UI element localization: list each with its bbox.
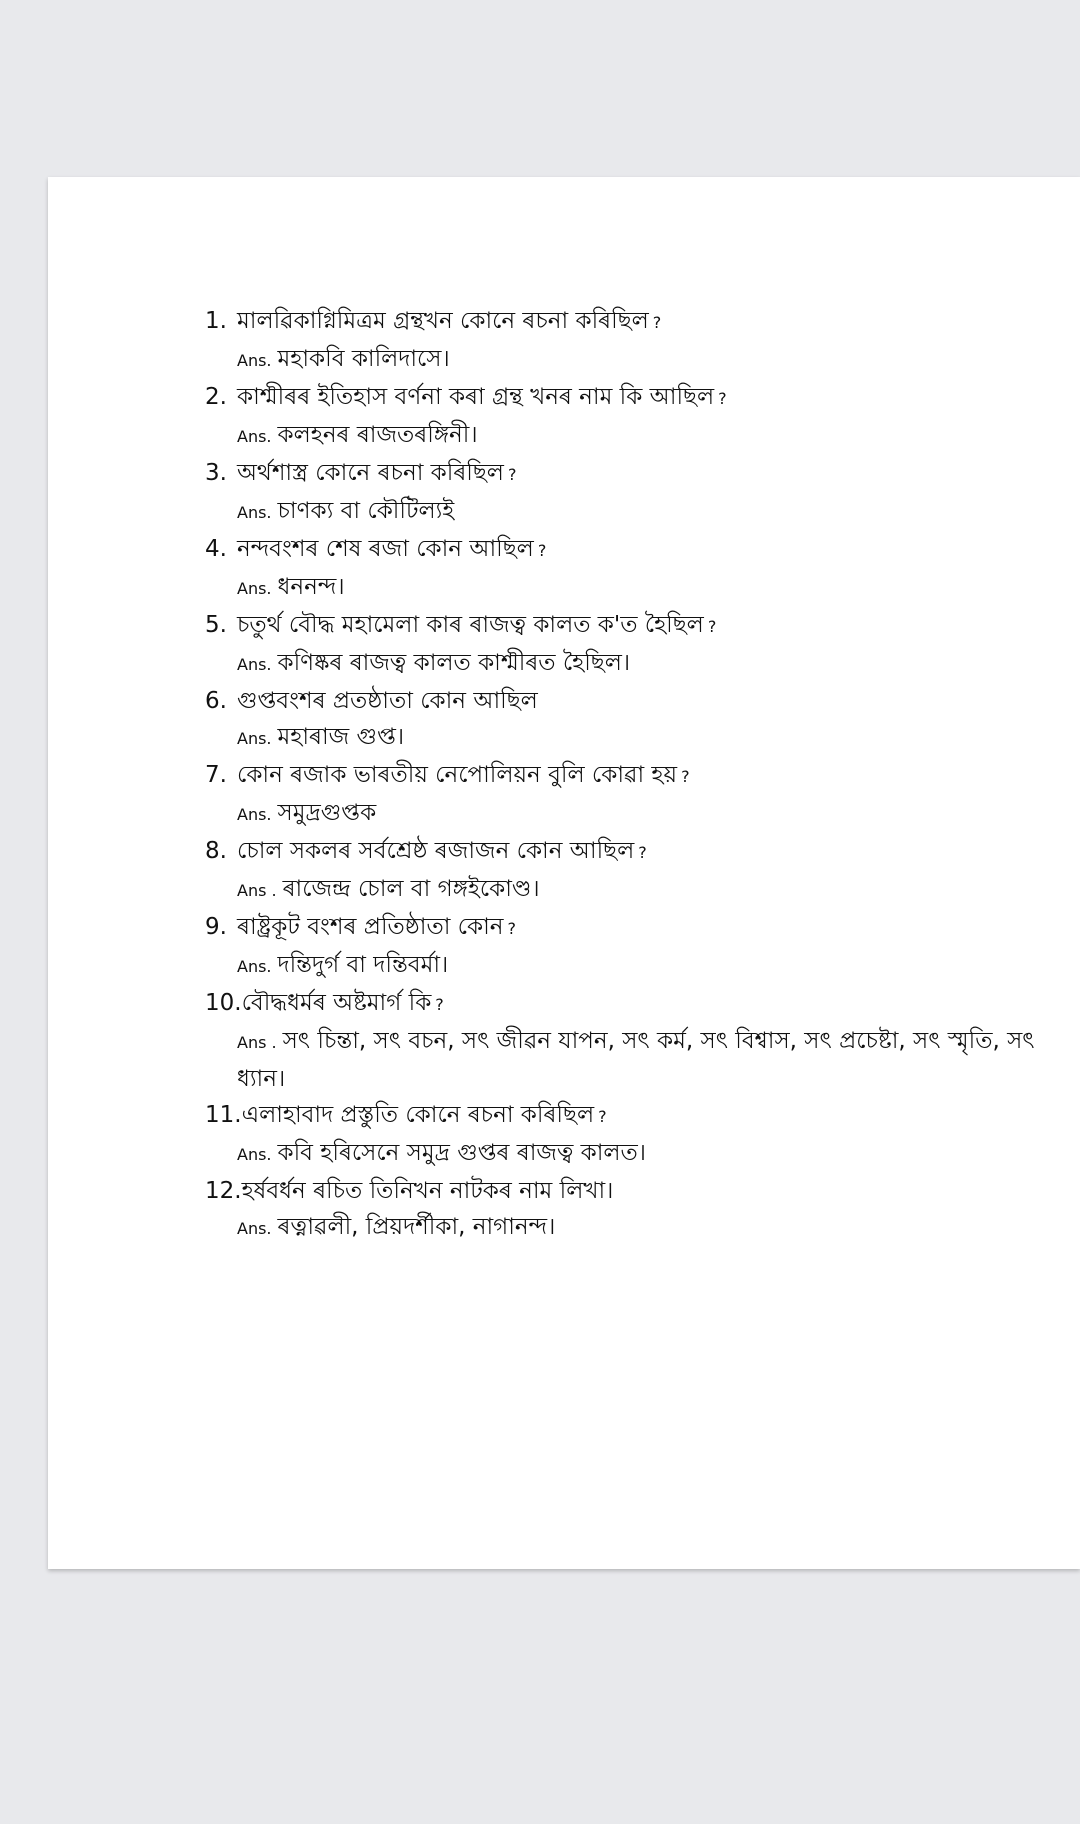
answer-label: Ans.: [237, 503, 272, 522]
question-text: বৌদ্ধধৰ্মৰ অষ্টমাৰ্গ কি: [241, 990, 432, 1016]
answer-label: Ans .: [237, 1033, 277, 1052]
answer-label: Ans.: [237, 655, 272, 674]
question-number: 11.: [205, 1102, 242, 1128]
question: [205, 455, 1050, 493]
answer-label: Ans.: [237, 1145, 272, 1164]
answer-text: সমুদ্ৰগুপ্তক: [277, 800, 377, 826]
question: [205, 531, 1050, 569]
answer: [237, 341, 1050, 379]
answer: [237, 871, 1050, 909]
answer-text: ৰত্নাৱলী, প্ৰিয়দৰ্শীকা, নাগানন্দ।: [277, 1214, 556, 1240]
question-mark: ?: [537, 541, 547, 560]
question: [205, 757, 1050, 795]
answer-text: কলহনৰ ৰাজতৰঙ্গিনী।: [277, 422, 478, 448]
answer-text: চাণক্য বা কৌটিল্যই: [277, 498, 455, 524]
answer-label: Ans.: [237, 427, 272, 446]
qa-item: [205, 683, 1050, 757]
qa-item: [205, 1173, 1050, 1247]
answer: [237, 1023, 1050, 1097]
document-page: [48, 177, 1080, 1569]
question-text: নন্দবংশৰ শেষ ৰজা কোন আছিল: [237, 536, 534, 562]
answer-text: মহাকবি কালিদাসে।: [277, 346, 450, 372]
question: [205, 683, 1050, 719]
question-number: 5.: [205, 612, 227, 638]
question-mark: ?: [707, 617, 717, 636]
question: [205, 303, 1050, 341]
qa-item: [205, 455, 1050, 531]
question: [205, 379, 1050, 417]
question-mark: ?: [718, 389, 727, 408]
question-mark: ?: [681, 767, 690, 786]
answer-label: Ans.: [237, 579, 272, 598]
question-number: 4.: [205, 536, 227, 562]
qa-item: [205, 379, 1050, 455]
answer: [237, 645, 1050, 683]
question-text: কাশ্মীৰৰ ইতিহাস বৰ্ণনা কৰা গ্ৰন্থ খনৰ নাম কি আছিল: [237, 384, 715, 410]
answer: [237, 719, 1050, 757]
answer-label: Ans.: [237, 957, 272, 976]
answer-text: ধননন্দ।: [277, 574, 345, 600]
question: [205, 985, 1050, 1023]
answer: [237, 795, 1050, 833]
question-text: ৰাষ্ট্ৰকূট বংশৰ প্ৰতিষ্ঠাতা কোন: [237, 914, 504, 940]
answer: [237, 947, 1050, 985]
qa-item: [205, 757, 1050, 833]
qa-item: [205, 985, 1050, 1097]
question-text: কোন ৰজাক ভাৰতীয় নেপোলিয়ন বুলি কোৱা হয়: [237, 762, 678, 788]
answer-text: দন্তিদুৰ্গ বা দন্তিবৰ্মা।: [277, 952, 449, 978]
question-mark: ?: [652, 313, 662, 332]
answer: [237, 493, 1050, 531]
question-mark: ?: [638, 843, 647, 862]
question-number: 3.: [205, 460, 227, 486]
qa-item: [205, 909, 1050, 985]
question-number: 10.: [205, 990, 242, 1016]
answer-text: মহাৰাজ গুপ্ত।: [277, 724, 405, 750]
qa-item: [205, 607, 1050, 683]
answer: [237, 569, 1050, 607]
question: [205, 1173, 1050, 1209]
question-text: অৰ্থশাস্ত্ৰ কোনে ৰচনা কৰিছিল: [237, 460, 504, 486]
question-text: গুপ্তবংশৰ প্ৰতষ্ঠাতা কোন আছিল: [237, 688, 538, 714]
qa-item: [205, 531, 1050, 607]
question-text: চোল সকলৰ সৰ্বশ্ৰেষ্ঠ ৰজাজন কোন আছিল: [237, 838, 635, 864]
question-mark: ?: [507, 465, 517, 484]
qa-item: [205, 1097, 1050, 1173]
answer-label: Ans.: [237, 1219, 272, 1238]
question-text: মালৱিকাগ্নিমিত্ৰম গ্ৰন্থখন কোনে ৰচনা কৰিছিল: [237, 308, 649, 334]
question-mark: ?: [435, 995, 444, 1014]
question-text: এলাহাবাদ প্ৰস্তুতি কোনে ৰচনা কৰিছিল: [241, 1102, 595, 1128]
answer-label: Ans .: [237, 881, 277, 900]
answer-text: কণিষ্কৰ ৰাজত্ব কালত কাশ্মীৰত হৈছিল।: [277, 650, 631, 676]
question-mark: ?: [598, 1107, 607, 1126]
question-number: 8.: [205, 838, 227, 864]
answer: [237, 1209, 1050, 1247]
answer-text: কবি হৰিসেনে সমুদ্ৰ গুপ্তৰ ৰাজত্ব কালত।: [277, 1140, 646, 1166]
question: [205, 607, 1050, 645]
answer-text: ৰাজেন্দ্ৰ চোল বা গঙ্গইকোণ্ড।: [282, 876, 540, 902]
qa-item: [205, 303, 1050, 379]
question-number: 6.: [205, 688, 227, 714]
answer-label: Ans.: [237, 729, 272, 748]
question-text: চতুৰ্থ বৌদ্ধ মহামেলা কাৰ ৰাজত্ব কালত ক'ত হৈছিল: [237, 612, 704, 638]
answer-label: Ans.: [237, 351, 272, 370]
question: [205, 909, 1050, 947]
question-number: 2.: [205, 384, 227, 410]
question-number: 7.: [205, 762, 227, 788]
qa-list: [205, 303, 1050, 1247]
question-text: হৰ্ষবৰ্ধন ৰচিত তিনিখন নাটকৰ নাম লিখা।: [241, 1178, 614, 1204]
answer: [237, 417, 1050, 455]
answer-label: Ans.: [237, 805, 272, 824]
qa-item: [205, 833, 1050, 909]
question-mark: ?: [507, 919, 516, 938]
question-number: 1.: [205, 308, 227, 334]
question-number: 12.: [205, 1178, 242, 1204]
question: [205, 833, 1050, 871]
answer-text: সৎ চিন্তা, সৎ বচন, সৎ জীৱন যাপন, সৎ কৰ্ম, সৎ বিশ্বাস, সৎ প্ৰচেষ্টা, সৎ স্মৃতি, সৎ ধ্যান।: [237, 1028, 1035, 1092]
question-number: 9.: [205, 914, 227, 940]
question: [205, 1097, 1050, 1135]
answer: [237, 1135, 1050, 1173]
